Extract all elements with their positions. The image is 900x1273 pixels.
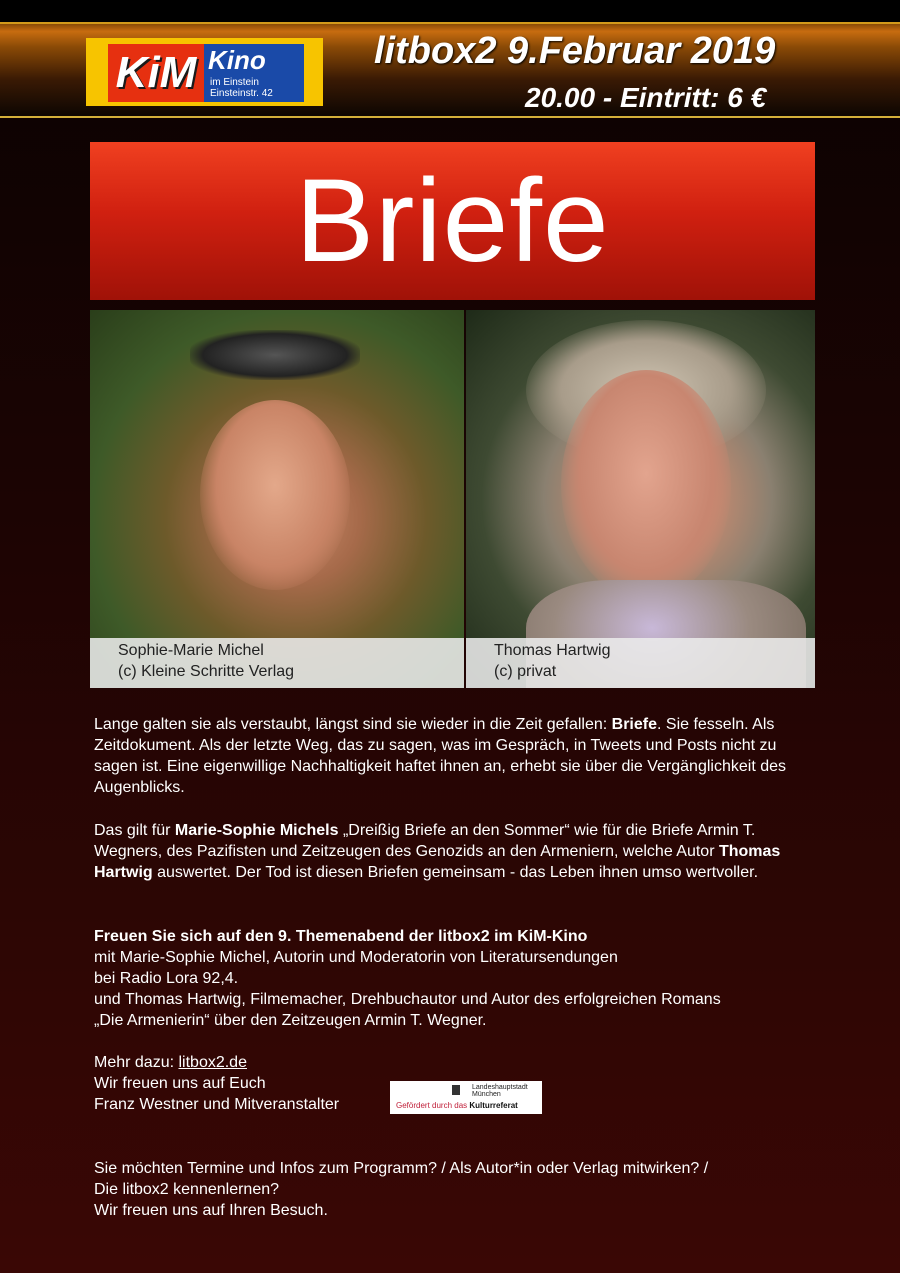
logo-inner xyxy=(108,44,304,102)
photo-caption-name: Sophie-Marie Michel xyxy=(118,642,264,659)
logo-address-line2: Einsteinstr. 42 xyxy=(210,88,273,99)
text-run: . Sie fesseln. Als Zeitdokument. Als der letzte Weg, das zu sagen, was im Gespräch, in Tweets und Posts nicht zu sagen ist. Eine eigenwillige Nachhaltigkeit haftet ihnen an, erhebt sie über die Vergänglichkeit des Augenblicks. xyxy=(94,716,786,796)
text-run: Das gilt für xyxy=(94,822,175,839)
photo-caption-name: Thomas Hartwig xyxy=(494,642,611,659)
invitation-paragraph xyxy=(94,926,824,1031)
author-name-hartwig: Thomas Hartwig xyxy=(94,843,781,881)
invitation-line: mit Marie-Sophie Michel, Autorin und Moderatorin von Literatursendungen xyxy=(94,949,618,966)
kim-kino-logo xyxy=(86,38,323,106)
sponsor-line xyxy=(396,1101,518,1110)
closing-line: Wir freuen uns auf Euch xyxy=(94,1075,266,1092)
text-run: auswertet. Der Tod ist diesen Briefen gemeinsam - das Leben ihnen umso wertvoller. xyxy=(152,864,759,881)
event-title: litbox2 9.Februar 2019 xyxy=(374,30,776,72)
invitation-line: bei Radio Lora 92,4. xyxy=(94,970,239,987)
portrait-face xyxy=(200,400,350,590)
invitation-line: und Thomas Hartwig, Filmemacher, Drehbuchautor und Autor des erfolgreichen Romans xyxy=(94,991,721,1008)
contact-line: Wir freuen uns auf Ihren Besuch. xyxy=(94,1202,328,1219)
author-name-michel: Marie-Sophie Michels xyxy=(174,822,339,839)
authors-paragraph xyxy=(94,820,784,883)
more-prefix: Mehr dazu: xyxy=(94,1054,179,1071)
photo-caption-credit: (c) Kleine Schritte Verlag xyxy=(118,663,295,680)
sponsor-line: München xyxy=(472,1091,501,1098)
intro-paragraph xyxy=(94,714,824,798)
sponsor-dept: Kulturreferat xyxy=(469,1101,518,1110)
top-strip xyxy=(0,0,900,22)
photo-caption xyxy=(466,638,815,688)
text-run: „Dreißig Briefe an den Sommer“ wie für die Briefe Armin T. Wegners, des Pazifisten und Zeitzeugen des Genozids an den Armeniern, welche Autor xyxy=(94,822,756,860)
logo-kino-text: Kino xyxy=(208,45,266,75)
invitation-line: „Die Armenierin“ über den Zeitzeugen Armin T. Wegner. xyxy=(94,1012,487,1029)
sunglasses-icon xyxy=(190,330,360,380)
photo-thomas-hartwig xyxy=(466,310,815,688)
contact-paragraph xyxy=(94,1158,824,1221)
photo-caption-credit: (c) privat xyxy=(494,663,557,680)
contact-line: Die litbox2 kennenlernen? xyxy=(94,1181,280,1198)
sponsor-logo-kulturreferat xyxy=(390,1081,542,1114)
invitation-heading: Freuen Sie sich auf den 9. Themenabend der litbox2 im KiM-Kino xyxy=(94,928,588,945)
title-banner xyxy=(90,142,815,300)
page-title: Briefe xyxy=(295,155,610,287)
munich-emblem-icon xyxy=(452,1085,460,1095)
photo-sophie-marie-michel xyxy=(90,310,464,688)
organizer-line: Franz Westner und Mitveranstalter xyxy=(94,1096,340,1113)
portrait-face xyxy=(561,370,731,600)
litbox2-link[interactable]: litbox2.de xyxy=(178,1054,247,1071)
highlight-briefe: Briefe xyxy=(611,716,657,733)
contact-line: Sie möchten Termine und Infos zum Programm? / Als Autor*in oder Verlag mitwirken? / xyxy=(94,1160,709,1177)
event-time-price: 20.00 - Eintritt: 6 € xyxy=(525,82,767,113)
text-run: Lange galten sie als verstaubt, längst sind sie wieder in die Zeit gefallen: xyxy=(94,716,612,733)
logo-address-line1: im Einstein xyxy=(210,77,259,88)
sponsor-line: Landeshauptstadt xyxy=(472,1084,528,1091)
logo-kim-text: KiM xyxy=(108,44,204,102)
sponsor-prefix: Gefördert durch das xyxy=(396,1101,470,1110)
photo-caption xyxy=(90,638,464,688)
